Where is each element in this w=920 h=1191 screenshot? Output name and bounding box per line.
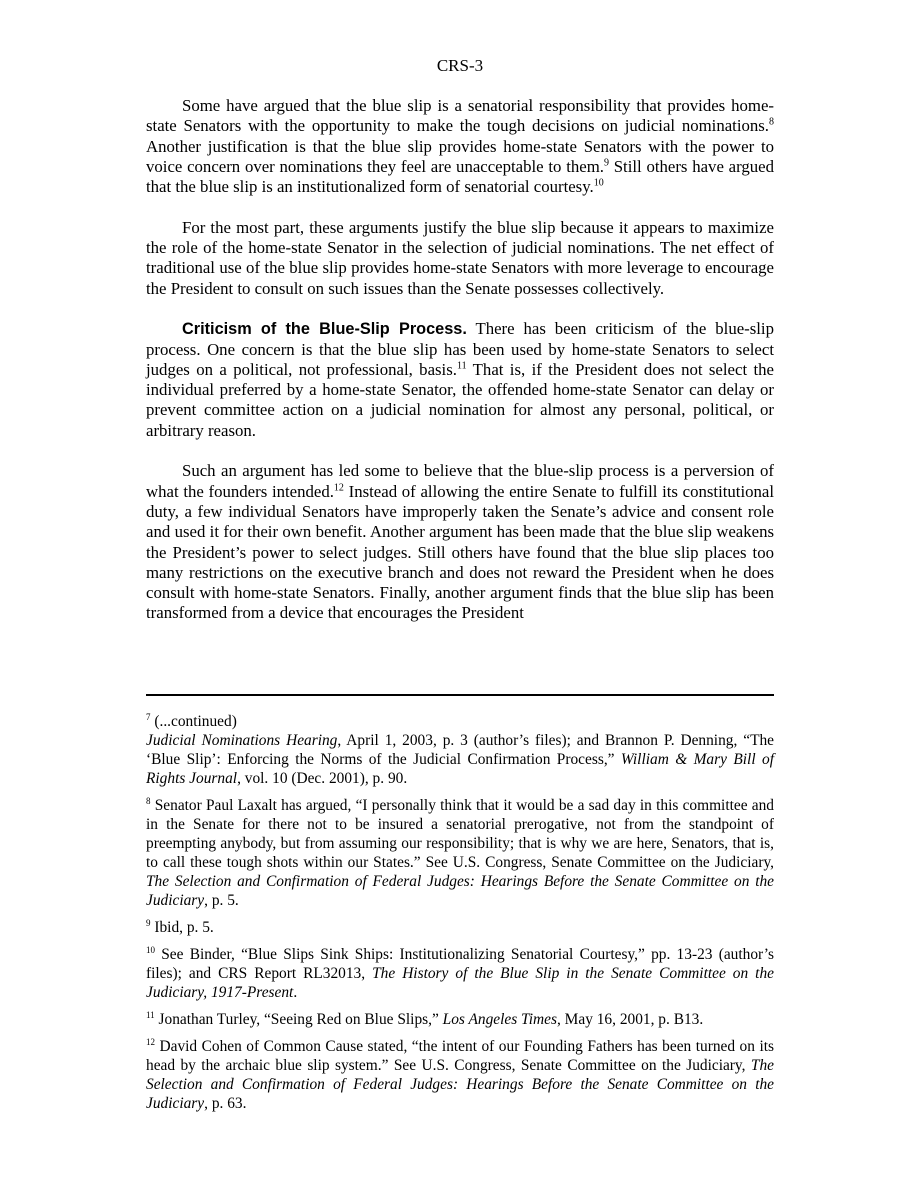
- footnote-ref-9[interactable]: 9: [603, 157, 609, 169]
- section-heading: Criticism of the Blue-Slip Process.: [182, 320, 467, 339]
- footnote-12: $^{12}$ David Cohen of Common Cause stated, “the intent of our Founding Fathers has been turned on its head by the archaic blue slip system.” See U.S. Congress, Senate Committee on the Judiciary, The Selection and Confirmation of Federal Judges: Hearings Before the Senate Committee on the Judiciary, p. 63.: [146, 1036, 774, 1112]
- footnote-8: $^8$ Senator Paul Laxalt has argued, “I personally think that it would be a sad day in this committee and in the Senate for there not to be insured a senatorial prerogative, not from the standpoint of preempting anybody, but from assuming our responsibility; that is why we are here, Senators, that is, to call these tough shots within our States.” See U.S. Congress, Senate Committee on the Judiciary, The Selection and Confirmation of Federal Judges: Hearings Before the Senate Committee on the Judiciary, p. 5.: [146, 795, 774, 909]
- footnote-9: $^9$ Ibid, p. 5.: [146, 917, 214, 936]
- footnote-ref-10[interactable]: 10: [593, 177, 604, 189]
- paragraph-1: Some have argued that the blue slip is a senatorial responsibility that provides home-state Senators with the opportunity to make the tough decisions on judicial nominations.$^8$ Another justification is that the blue slip provides home-state Senators with the power to voice concern over nominations they feel are unacceptable to them.$^9$ Still others have argued that the blue slip is an institutionalized form of senatorial courtesy.$^{10}$: [146, 96, 774, 197]
- footnote-10: $^{10}$ See Binder, “Blue Slips Sink Ships: Institutionalizing Senatorial Courtesy,” pp. 13-23 (author’s files); and CRS Report RL32013, The History of the Blue Slip in the Senate Committee on the Judiciary, 1917-Present.: [146, 944, 774, 1001]
- footnotes: [146, 712, 774, 1121]
- body-text: [146, 96, 774, 644]
- footnote-ref-11[interactable]: 11: [456, 360, 467, 372]
- paragraph-4: Such an argument has led some to believe that the blue-slip process is a perversion of what the founders intended.$^{12}$ Instead of allowing the entire Senate to fulfill its constitutional duty, a few individual Senators have improperly taken the Senate’s advice and consent role and used it for their own benefit. Another argument has been made that the blue slip weakens the President’s power to select judges. Still others have found that the blue slip places too many restrictions on the executive branch and does not reward the President when he does consult with home-state Senators. Finally, another argument finds that the blue slip has been transformed from a device that encourages the President: [146, 461, 774, 623]
- paragraph-2: For the most part, these arguments justify the blue slip because it appears to maximize the role of the home-state Senator in the selection of judicial nominations. The net effect of traditional use of the blue slip provides home-state Senators with more leverage to encourage the President to consult on such issues than the Senate possesses collectively.: [146, 217, 774, 298]
- paragraph-3: Criticism of the Blue-Slip Process. There has been criticism of the blue-slip process. One concern is that the blue slip has been used by home-state Senators to select judges on a political, not professional, basis.$^{11}$ That is, if the President does not select the individual preferred by a home-state Senator, the offended home-state Senator can delay or prevent committee action on a judicial nomination for almost any personal, political, or arbitrary reason.: [146, 319, 774, 440]
- footnote-7: $^7$ (...continued) Judicial Nominations Hearing, April 1, 2003, p. 3 (author’s files); and Brannon P. Denning, “The ‘Blue Slip’: Enforcing the Norms of the Judicial Confirmation Process,” William & Mary Bill of Rights Journal, vol. 10 (Dec. 2001), p. 90.: [146, 711, 775, 787]
- footnote-ref-12[interactable]: 12: [333, 482, 344, 494]
- footnote-11: $^{11}$ Jonathan Turley, “Seeing Red on Blue Slips,” Los Angeles Times, May 16, 2001, p. B13.: [146, 1009, 704, 1028]
- page-number: CRS-3: [436, 56, 484, 75]
- footnote-divider: [146, 694, 774, 696]
- footnote-ref-8[interactable]: 8: [769, 116, 774, 128]
